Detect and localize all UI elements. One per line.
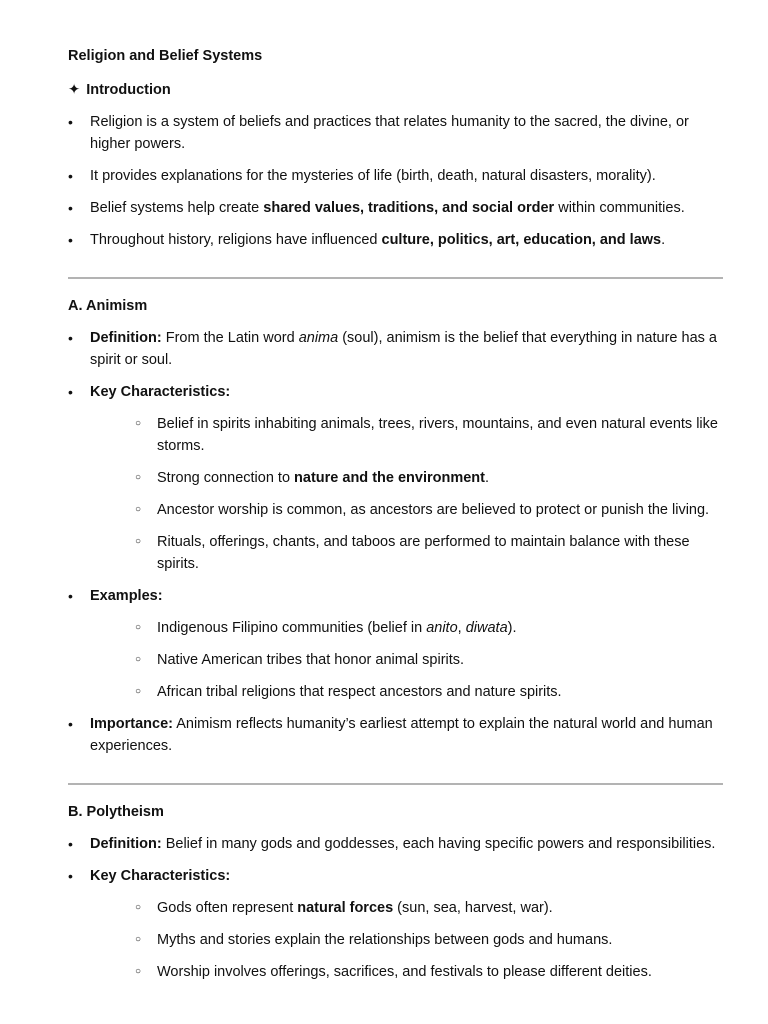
sub-list-item — [90, 681, 723, 703]
list-item — [68, 381, 723, 575]
section-divider — [68, 277, 723, 279]
bullet-text: It provides explanations for the mysteries of life (birth, death, natural disasters, morality). — [90, 168, 656, 184]
sub-list-item — [90, 897, 723, 919]
list-item — [68, 165, 723, 187]
definition-text: Belief in many gods and goddesses, each having specific powers and responsibilities. — [161, 836, 716, 852]
sub-bullet-bold-text: natural forces — [297, 900, 394, 916]
sub-bullet-text: . — [485, 470, 490, 486]
animism-list — [68, 327, 723, 757]
definition-text: (soul), animism is the belief that everything in nature has a spirit or soul. — [90, 330, 717, 368]
list-item — [68, 585, 723, 703]
bullet-text: . — [661, 232, 666, 248]
sub-bullet-text: Gods often represent — [157, 900, 298, 916]
sub-list-item — [90, 929, 723, 951]
bullet-bold-text: culture, politics, art, education, and laws — [381, 232, 662, 248]
importance-label: Importance: — [90, 716, 173, 732]
introduction-list — [68, 111, 723, 251]
sub-bullet-text: Strong connection to — [157, 470, 295, 486]
definition-label: Definition: — [90, 836, 162, 852]
bullet-text: Throughout history, religions have influenced — [90, 232, 382, 248]
sub-list-item — [90, 961, 723, 983]
sub-bullet-text: (sun, sea, harvest, war). — [393, 900, 553, 916]
document-title: Religion and Belief Systems — [68, 48, 263, 64]
sub-bullet-text: ). — [507, 620, 517, 636]
examples-list — [90, 617, 723, 703]
sub-bullet-text: Ancestor worship is common, as ancestors are believed to protect or punish the living. — [157, 502, 710, 518]
sub-bullet-text: Indigenous Filipino communities (belief in — [157, 620, 427, 636]
list-item — [68, 865, 723, 983]
introduction-heading-text: Introduction — [86, 82, 171, 98]
sub-list-item — [90, 413, 723, 457]
key-characteristics-list — [90, 897, 723, 983]
list-item — [68, 833, 723, 855]
list-item — [68, 327, 723, 371]
definition-italic-text: anima — [298, 330, 339, 346]
polytheism-heading: B. Polytheism — [68, 804, 164, 820]
list-item — [68, 229, 723, 251]
sub-list-item — [90, 467, 723, 489]
sub-bullet-text: , — [457, 620, 466, 636]
sub-list-item — [90, 617, 723, 639]
introduction-heading — [68, 79, 723, 101]
examples-label: Examples: — [90, 588, 163, 604]
key-characteristics-label: Key Characteristics: — [90, 384, 231, 400]
bullet-text: Religion is a system of beliefs and practices that relates humanity to the sacred, the divine, or higher powers. — [90, 114, 689, 152]
definition-text: From the Latin word — [161, 330, 299, 346]
bullet-bold-text: shared values, traditions, and social order — [263, 200, 555, 216]
sub-list-item — [90, 499, 723, 521]
sparkle-icon: ✦ — [68, 82, 81, 98]
sub-list-item — [90, 649, 723, 671]
bullet-text: Belief systems help create — [90, 200, 264, 216]
sub-bullet-italic-text: diwata — [465, 620, 508, 636]
sub-bullet-italic-text: anito — [426, 620, 458, 636]
list-item — [68, 111, 723, 155]
sub-bullet-bold-text: nature and the environment — [294, 470, 485, 486]
section-divider — [68, 783, 723, 785]
sub-bullet-text: African tribal religions that respect ancestors and nature spirits. — [157, 684, 562, 700]
list-item — [68, 197, 723, 219]
animism-heading: A. Animism — [68, 298, 148, 314]
definition-label: Definition: — [90, 330, 162, 346]
sub-list-item — [90, 531, 723, 575]
list-item — [68, 713, 723, 757]
key-characteristics-label: Key Characteristics: — [90, 868, 231, 884]
sub-bullet-text: Belief in spirits inhabiting animals, trees, rivers, mountains, and even natural events like storms. — [157, 416, 718, 454]
sub-bullet-text: Rituals, offerings, chants, and taboos are performed to maintain balance with these spirits. — [157, 534, 690, 572]
sub-bullet-text: Worship involves offerings, sacrifices, and festivals to please different deities. — [157, 964, 652, 980]
sub-bullet-text: Myths and stories explain the relationships between gods and humans. — [157, 932, 613, 948]
polytheism-list — [68, 833, 723, 983]
importance-text: Animism reflects humanity’s earliest attempt to explain the natural world and human experiences. — [90, 716, 713, 754]
bullet-text: within communities. — [554, 200, 685, 216]
sub-bullet-text: Native American tribes that honor animal spirits. — [157, 652, 465, 668]
key-characteristics-list — [90, 413, 723, 575]
